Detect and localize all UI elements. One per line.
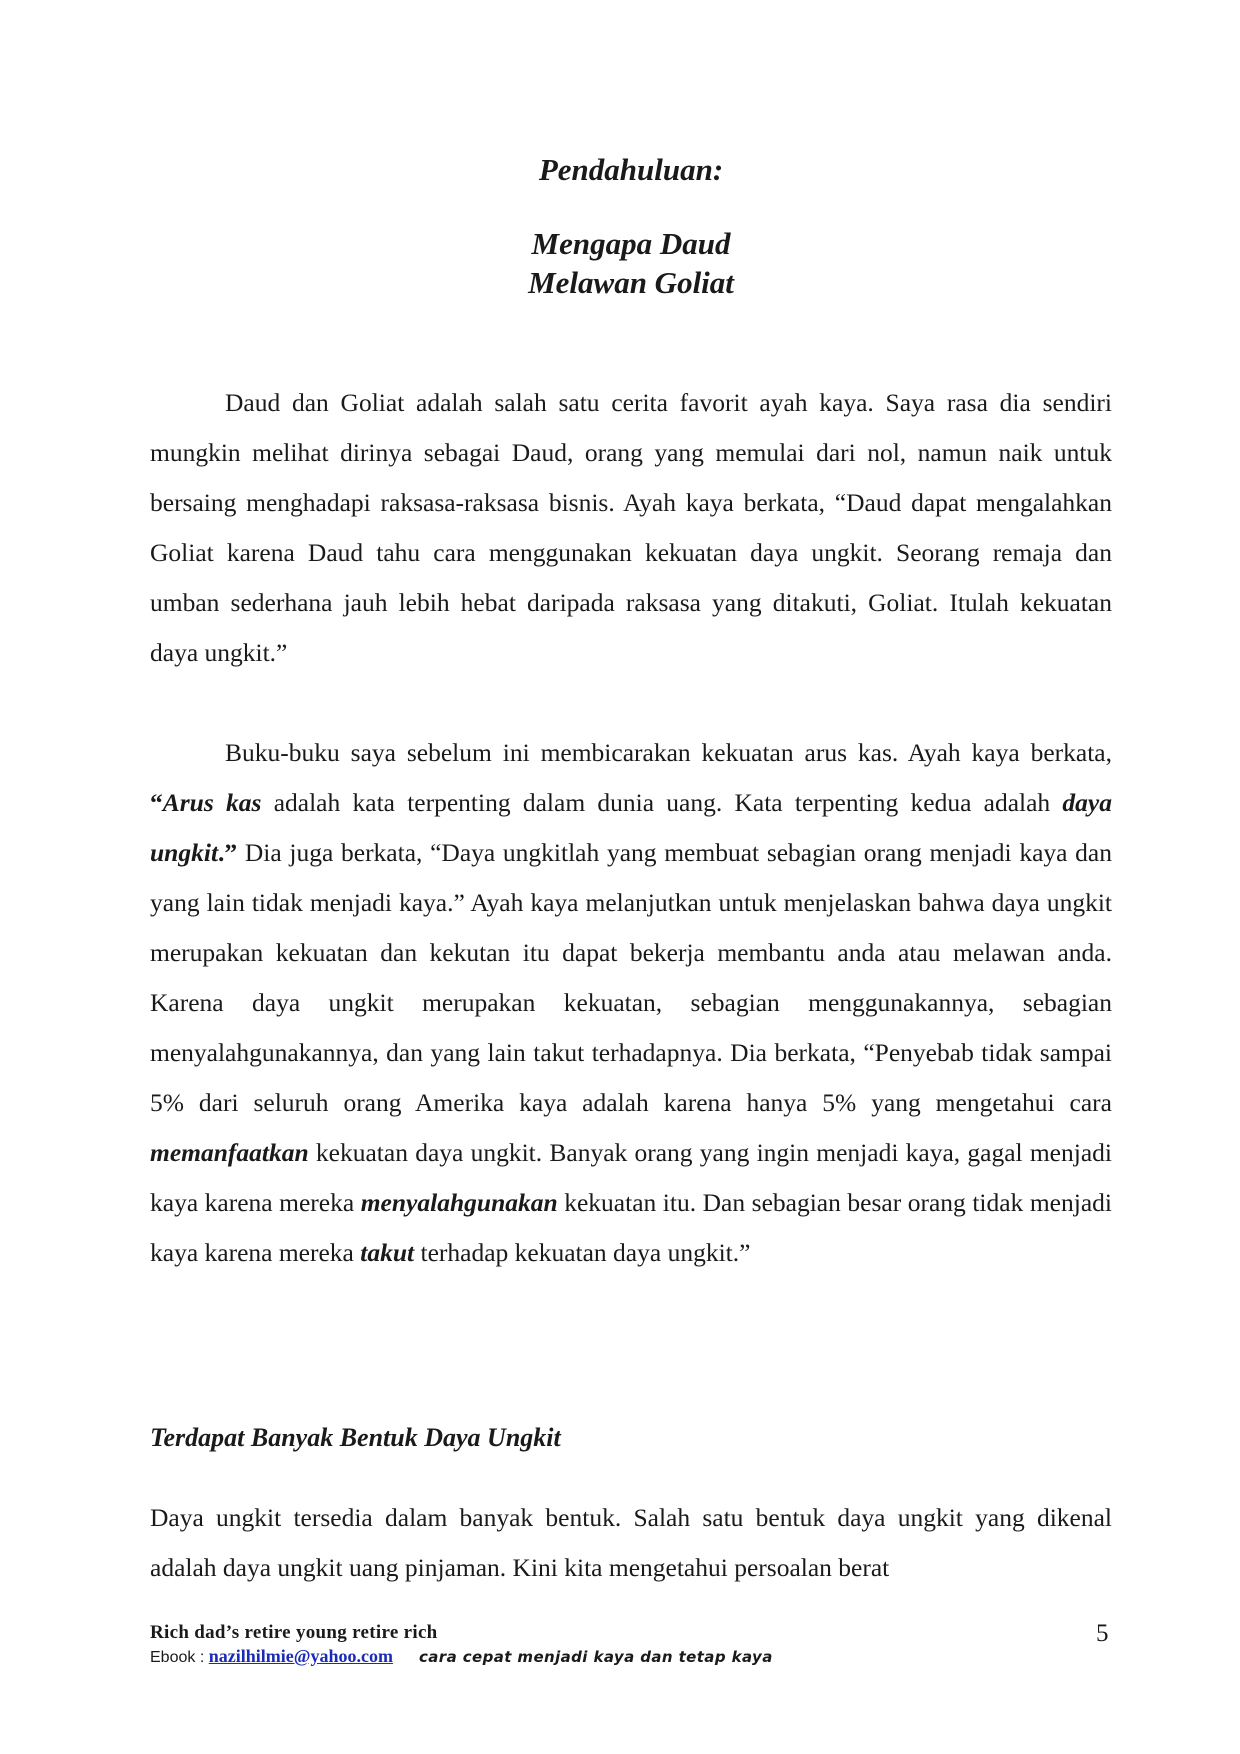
p2-open-quote: “ — [150, 788, 163, 817]
paragraph-1 — [150, 378, 1112, 678]
p2-text-5: kekuatan itu. Dan sebagian besar orang tidak menjadi kaya karena mereka — [150, 1188, 1112, 1267]
p2-emphasis-menyalahgunakan: menyalahgunakan — [360, 1188, 558, 1217]
p2-close-quote: .” — [218, 838, 238, 867]
paragraph-2-text — [150, 728, 1112, 1278]
paragraph-1-text: Daud dan Goliat adalah salah satu cerita favorit ayah kaya. Saya rasa dia sendiri mungkin melihat dirinya sebagai Daud, orang yang memulai dari nol, namun naik untuk bersaing menghadapi raksasa-raksasa bisnis. Ayah kaya berkata, “Daud dapat mengalahkan Goliat karena Daud tahu cara menggunakan kekuatan daya ungkit. Seorang remaja dan umban sederhana jauh lebih hebat daripada raksasa yang ditakuti, Goliat. Itulah kekuatan daya ungkit.” — [150, 388, 1112, 667]
footer-email-link[interactable]: nazilhilmie@yahoo.com — [208, 1646, 393, 1666]
page-number: 5 — [1096, 1620, 1109, 1647]
chapter-title-line1: Mengapa Daud — [531, 226, 731, 261]
paragraph-3-text: Daya ungkit tersedia dalam banyak bentuk. Salah satu bentuk daya ungkit yang dikenal adalah daya ungkit uang pinjaman. Kini kita mengetahui persoalan berat — [150, 1503, 1112, 1582]
section-subheading: Terdapat Banyak Bentuk Daya Ungkit — [150, 1423, 561, 1452]
p2-text-2: adalah kata terpenting dalam dunia uang. Kata terpenting kedua adalah — [261, 788, 1063, 817]
footer-ebook-line — [150, 1645, 773, 1669]
p2-text-3: Dia juga berkata, “Daya ungkitlah yang membuat sebagian orang menjadi kaya dan yang lain tidak menjadi kaya.” Ayah kaya melanjutkan untuk menjelaskan bahwa daya ungkit merupakan kekuatan dan kekutan itu dapat bekerja membantu anda atau melawan anda. Karena daya ungkit merupakan kekuatan, sebagian menggunakannya, sebagian menyalahgunakannya, dan yang lain takut terhadapnya. Dia berkata, “Penyebab tidak sampai 5% dari seluruh orang Amerika kaya adalah karena hanya 5% yang mengetahui cara — [150, 838, 1112, 1117]
p2-emphasis-arus-kas: Arus kas — [162, 788, 262, 817]
p2-text-1: Buku-buku saya sebelum ini membicarakan kekuatan arus kas. Ayah kaya berkata, — [225, 738, 1112, 767]
chapter-label — [0, 150, 1240, 189]
chapter-label-text: Pendahuluan: — [538, 152, 724, 187]
paragraph-2 — [150, 728, 1112, 1278]
footer-tagline: cara cepat menjadi kaya dan tetap kaya — [418, 1648, 773, 1666]
chapter-title — [0, 224, 1240, 302]
paragraph-3 — [150, 1493, 1112, 1593]
footer-ebook-label: Ebook : — [150, 1649, 209, 1666]
p2-emphasis-memanfaatkan: memanfaatkan — [150, 1138, 309, 1167]
p2-emphasis-daya-ungkit: daya ungkit — [150, 788, 1112, 867]
chapter-title-line2: Melawan Goliat — [528, 265, 734, 300]
p2-emphasis-takut: takut — [360, 1238, 415, 1267]
footer-book-title: Rich dad’s retire young retire rich — [150, 1622, 438, 1643]
p2-text-4: kekuatan daya ungkit. Banyak orang yang ingin menjadi kaya, gagal menjadi kaya karena mereka — [150, 1138, 1112, 1217]
p2-text-6: terhadap kekuatan daya ungkit.” — [414, 1238, 751, 1267]
